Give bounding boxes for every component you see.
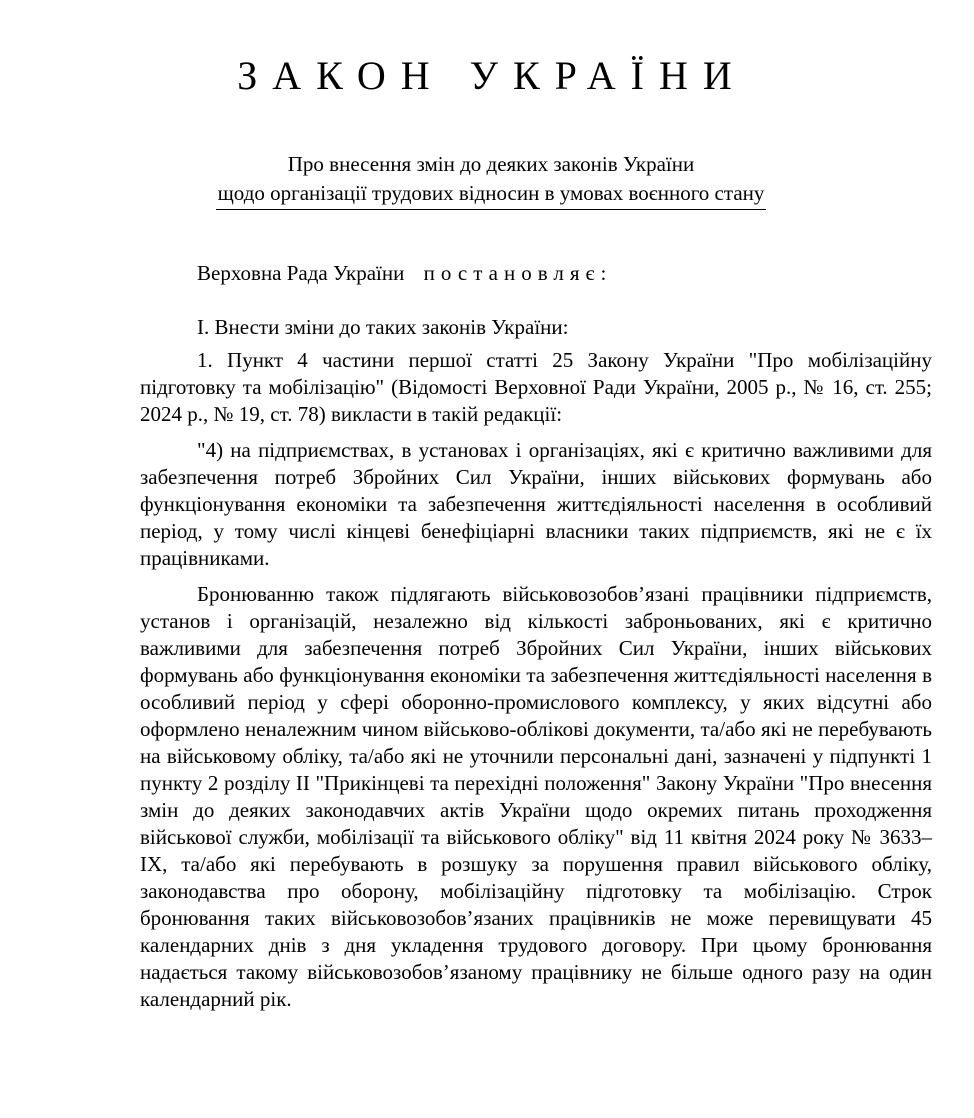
law-subtitle [0, 150, 974, 210]
subtitle-line-1: Про внесення змін до деяких законів України [287, 152, 695, 176]
enactment-body: Верховна Рада України [197, 261, 405, 285]
law-title: ЗАКОН УКРАЇНИ [237, 53, 747, 98]
subtitle-line-2: щодо організації трудових відносин в умовах воєнного стану [216, 179, 767, 210]
section-heading [140, 314, 932, 341]
paragraph-2: "4) на підприємствах, в установах і організаціях, які є критично важливими для забезпечення потреб Збройних Сил України, інших військових формувань або функціонування економіки та забезпечення життєдіяльності населення в особливий період, у тому числі кінцеві бенефіціарні власники таких підприємств, які не є їх працівниками. [140, 438, 932, 570]
paragraph-3: Бронюванню також підлягають військовозобов’язані працівники підприємств, установ і організацій, незалежно від кількості заброньованих, які є критично важливими для забезпечення потреб Збройних Сил України, інших військових формувань або функціонування економіки та забезпечення життєдіяльності населення в особливий період у сфері оборонно-промислового комплексу, у яких відсутні або оформлено неналежним чином військово-облікові документи, та/або які не перебувають на військовому обліку, та/або які не уточнили персональні дані, зазначені у підпункті 1 пункту 2 розділу ІІ "Прикінцеві та перехідні положення" Закону України "Про внесення змін до деяких законодавчих актів України щодо окремих питань проходження військової служби, мобілізації та військового обліку" від 11 квітня 2024 року № 3633–ІХ, та/або які перебувають в розшуку за порушення правил військового обліку, законодавства про оборону, мобілізаційну підготовку та мобілізацію. Строк бронювання таких військовозобов’язаних працівників не може перевищувати 45 календарних днів з дня укладення трудового договору. При цьому бронювання надається такому військовозобов’язаному працівнику не більше одного разу на один календарний рік. [140, 582, 932, 1011]
section-heading-text: І. Внести зміни до таких законів України: [197, 315, 569, 339]
enactment-clause [140, 260, 932, 287]
paragraph-1: 1. Пункт 4 частини першої статті 25 Закону України "Про мобілізаційну підготовку та мобілізацію" (Відомості Верховної Ради України, 2005 р., № 16, ст. 255; 2024 р., № 19, ст. 78) викласти в такій редакції: [140, 348, 932, 426]
enactment-verb: постановляє: [423, 261, 613, 285]
